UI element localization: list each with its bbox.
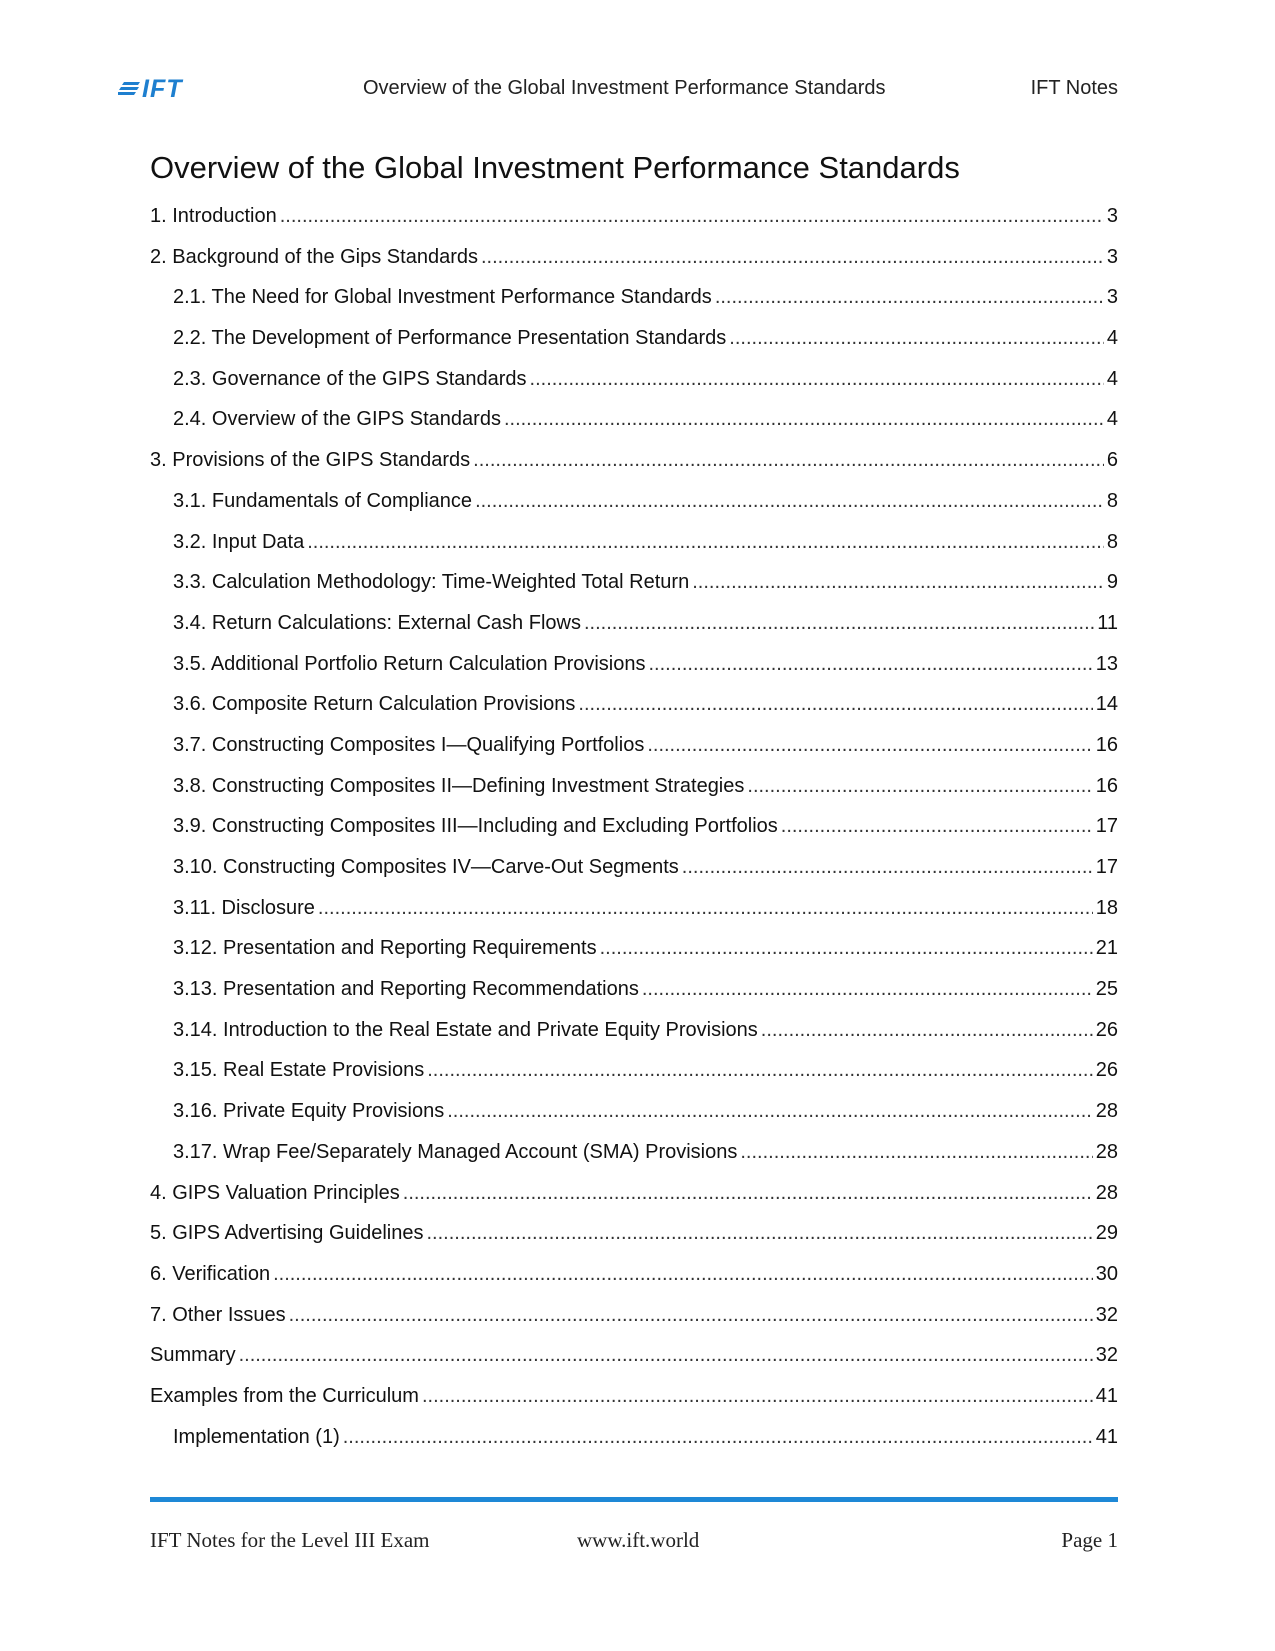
- toc-entry[interactable]: [150, 531, 1118, 572]
- toc-entry-label[interactable]: 6. Verification: [150, 1262, 271, 1285]
- toc-entry-label[interactable]: 2.4. Overview of the GIPS Standards: [173, 408, 501, 431]
- toc-entry-page[interactable]: 3: [1106, 205, 1118, 227]
- toc-entry-label[interactable]: 2.2. The Development of Performance Presentation Standards: [173, 327, 727, 350]
- toc-dot-leader: [682, 856, 1093, 879]
- toc-dot-leader: [473, 449, 1104, 472]
- toc-dot-leader: [740, 1141, 1092, 1164]
- toc-dot-leader: [600, 937, 1093, 960]
- toc-entry-label[interactable]: 2. Background of the Gips Standards: [150, 245, 478, 268]
- toc-entry-page[interactable]: 26: [1095, 1059, 1118, 1082]
- toc-entry-page[interactable]: 4: [1106, 367, 1118, 390]
- toc-entry[interactable]: [150, 734, 1118, 775]
- toc-entry-label[interactable]: 3.7. Constructing Composites I—Qualifying Portfolios: [173, 733, 645, 756]
- toc-entry-page[interactable]: 29: [1095, 1222, 1118, 1245]
- toc-entry-page[interactable]: 32: [1095, 1303, 1118, 1326]
- toc-entry-page[interactable]: 18: [1095, 896, 1118, 919]
- toc-entry-label[interactable]: Examples from the Curriculum: [150, 1384, 419, 1407]
- page-header: [118, 72, 1118, 108]
- toc-dot-leader: [584, 612, 1094, 635]
- toc-dot-leader: [280, 205, 1104, 228]
- toc-entry-page[interactable]: 17: [1095, 815, 1118, 838]
- toc-entry-page[interactable]: 8: [1106, 530, 1118, 553]
- toc-entry-page[interactable]: 8: [1106, 489, 1118, 512]
- toc-entry[interactable]: [150, 368, 1118, 409]
- toc-entry-page[interactable]: 4: [1106, 408, 1118, 431]
- toc-entry[interactable]: [150, 286, 1118, 327]
- toc-entry-page[interactable]: 41: [1095, 1384, 1118, 1407]
- toc-dot-leader: [273, 1263, 1093, 1286]
- toc-entry-page[interactable]: 13: [1095, 652, 1118, 675]
- toc-entry-label[interactable]: 5. GIPS Advertising Guidelines: [150, 1222, 424, 1245]
- page-footer: [150, 1528, 1118, 1558]
- toc-dot-leader: [530, 368, 1104, 391]
- toc-entry-label[interactable]: Summary: [150, 1344, 236, 1367]
- toc-dot-leader: [475, 490, 1104, 513]
- toc-dot-leader: [642, 978, 1093, 1001]
- toc-entry-page[interactable]: 6: [1106, 449, 1118, 472]
- toc-entry-page[interactable]: 11: [1097, 611, 1118, 634]
- toc-entry-page[interactable]: 4: [1106, 327, 1118, 350]
- toc-entry-label[interactable]: 3.6. Composite Return Calculation Provisions: [173, 693, 576, 716]
- toc-entry-label[interactable]: 1. Introduction: [150, 205, 277, 227]
- toc-dot-leader: [647, 734, 1092, 757]
- toc-entry-label[interactable]: 3.5. Additional Portfolio Return Calculation Provisions: [173, 652, 646, 675]
- toc-entry-label[interactable]: 2.3. Governance of the GIPS Standards: [173, 367, 527, 390]
- toc-entry-page[interactable]: 30: [1095, 1262, 1118, 1285]
- toc-entry[interactable]: [150, 937, 1118, 978]
- toc-entry-label[interactable]: 3.8. Constructing Composites II—Defining Investment Strategies: [173, 774, 745, 797]
- toc-dot-leader: [343, 1426, 1093, 1449]
- toc-dot-leader: [422, 1385, 1093, 1408]
- toc-entry-label[interactable]: 3.16. Private Equity Provisions: [173, 1100, 445, 1123]
- toc-entry-label[interactable]: 3.3. Calculation Methodology: Time-Weighted Total Return: [173, 571, 690, 594]
- toc-entry[interactable]: [150, 653, 1118, 694]
- toc-entry-page[interactable]: 26: [1095, 1018, 1118, 1041]
- toc-entry-label[interactable]: 7. Other Issues: [150, 1303, 286, 1326]
- toc-entry-label[interactable]: 3.17. Wrap Fee/Separately Managed Account (SMA) Provisions: [173, 1140, 738, 1163]
- toc-dot-leader: [481, 246, 1104, 269]
- toc-entry-label[interactable]: 3.15. Real Estate Provisions: [173, 1059, 425, 1082]
- toc-entry[interactable]: [150, 327, 1118, 368]
- footer-page-number: Page 1: [1061, 1528, 1118, 1552]
- toc-entry-label[interactable]: 4. GIPS Valuation Principles: [150, 1181, 400, 1204]
- toc-entry[interactable]: [150, 775, 1118, 816]
- toc-dot-leader: [307, 531, 1104, 554]
- toc-entry[interactable]: [150, 1019, 1118, 1060]
- toc-entry-label[interactable]: 3.10. Constructing Composites IV—Carve-Out Segments: [173, 856, 679, 878]
- toc-entry[interactable]: [150, 1263, 1118, 1304]
- toc-entry-page[interactable]: 28: [1095, 1140, 1118, 1163]
- toc-dot-leader: [761, 1019, 1093, 1042]
- toc-entry[interactable]: [150, 408, 1118, 449]
- footer-website: www.ift.world: [577, 1528, 700, 1552]
- toc-entry-page[interactable]: 28: [1095, 1100, 1118, 1123]
- toc-dot-leader: [427, 1059, 1093, 1082]
- toc-entry-page[interactable]: 9: [1106, 571, 1118, 594]
- toc-dot-leader: [715, 286, 1104, 309]
- toc-entry[interactable]: [150, 1141, 1118, 1182]
- toc-entry-label[interactable]: 2.1. The Need for Global Investment Performance Standards: [173, 286, 712, 309]
- toc-dot-leader: [239, 1344, 1093, 1367]
- logo-text: IFT: [142, 75, 183, 103]
- toc-dot-leader: [447, 1100, 1093, 1123]
- toc-dot-leader: [692, 571, 1104, 594]
- toc-entry[interactable]: [150, 1222, 1118, 1263]
- header-right-label: IFT Notes: [1030, 77, 1118, 99]
- table-of-contents: [150, 205, 1118, 1466]
- toc-entry-page[interactable]: 14: [1095, 693, 1118, 716]
- toc-entry[interactable]: [150, 978, 1118, 1019]
- toc-entry-label[interactable]: Implementation (1): [173, 1425, 340, 1448]
- toc-entry[interactable]: [150, 1344, 1118, 1385]
- toc-entry-label[interactable]: 3.1. Fundamentals of Compliance: [173, 489, 473, 512]
- toc-entry-page[interactable]: 3: [1106, 286, 1118, 309]
- toc-entry-page[interactable]: 41: [1095, 1425, 1118, 1448]
- toc-dot-leader: [426, 1222, 1092, 1245]
- toc-entry-label[interactable]: 3.9. Constructing Composites III—Including and Excluding Portfolios: [173, 815, 778, 838]
- toc-entry[interactable]: [150, 246, 1118, 287]
- toc-entry[interactable]: [150, 1304, 1118, 1345]
- toc-entry[interactable]: [150, 815, 1118, 856]
- toc-entry-label[interactable]: 3.13. Presentation and Reporting Recommendations: [173, 978, 639, 1001]
- footer-divider: [150, 1497, 1118, 1502]
- toc-dot-leader: [289, 1304, 1093, 1327]
- toc-entry-page[interactable]: 3: [1106, 245, 1118, 268]
- toc-entry[interactable]: [150, 449, 1118, 490]
- toc-entry-label[interactable]: 3.2. Input Data: [173, 530, 305, 553]
- toc-entry-page[interactable]: 17: [1095, 856, 1118, 878]
- toc-dot-leader: [403, 1182, 1093, 1205]
- toc-entry[interactable]: [150, 612, 1118, 653]
- toc-entry[interactable]: [150, 1059, 1118, 1100]
- toc-dot-leader: [648, 653, 1092, 676]
- page-title: Overview of the Global Investment Performance Standards: [150, 150, 960, 185]
- toc-entry[interactable]: [150, 1426, 1118, 1467]
- toc-dot-leader: [747, 775, 1092, 798]
- toc-entry-label[interactable]: 3.12. Presentation and Reporting Requirements: [173, 937, 597, 960]
- toc-entry-page[interactable]: 21: [1095, 937, 1118, 960]
- toc-entry[interactable]: [150, 693, 1118, 734]
- toc-entry-page[interactable]: 28: [1095, 1181, 1118, 1204]
- toc-entry[interactable]: [150, 1182, 1118, 1223]
- footer-exam-label: IFT Notes for the Level III Exam: [150, 1528, 430, 1552]
- toc-dot-leader: [578, 693, 1092, 716]
- toc-entry-page[interactable]: 16: [1095, 733, 1118, 756]
- toc-entry[interactable]: [150, 490, 1118, 531]
- toc-entry-page[interactable]: 32: [1095, 1344, 1118, 1367]
- toc-dot-leader: [318, 897, 1093, 920]
- toc-entry-label[interactable]: 3. Provisions of the GIPS Standards: [150, 449, 471, 472]
- toc-entry-label[interactable]: 3.11. Disclosure: [173, 896, 315, 919]
- header-title: Overview of the Global Investment Performance Standards: [363, 77, 886, 99]
- ift-logo: [118, 75, 202, 103]
- toc-entry[interactable]: [150, 1100, 1118, 1141]
- toc-entry-page[interactable]: 16: [1095, 774, 1118, 797]
- toc-entry[interactable]: [150, 1385, 1118, 1426]
- toc-entry[interactable]: [150, 856, 1118, 897]
- toc-entry-label[interactable]: 3.4. Return Calculations: External Cash Flows: [173, 611, 581, 634]
- toc-entry-page[interactable]: 25: [1095, 978, 1118, 1001]
- toc-dot-leader: [729, 327, 1104, 350]
- toc-entry[interactable]: [150, 571, 1118, 612]
- toc-entry[interactable]: [150, 897, 1118, 938]
- toc-entry-label[interactable]: 3.14. Introduction to the Real Estate and Private Equity Provisions: [173, 1018, 758, 1041]
- toc-entry[interactable]: [150, 205, 1118, 246]
- toc-dot-leader: [781, 815, 1093, 838]
- toc-dot-leader: [504, 408, 1104, 431]
